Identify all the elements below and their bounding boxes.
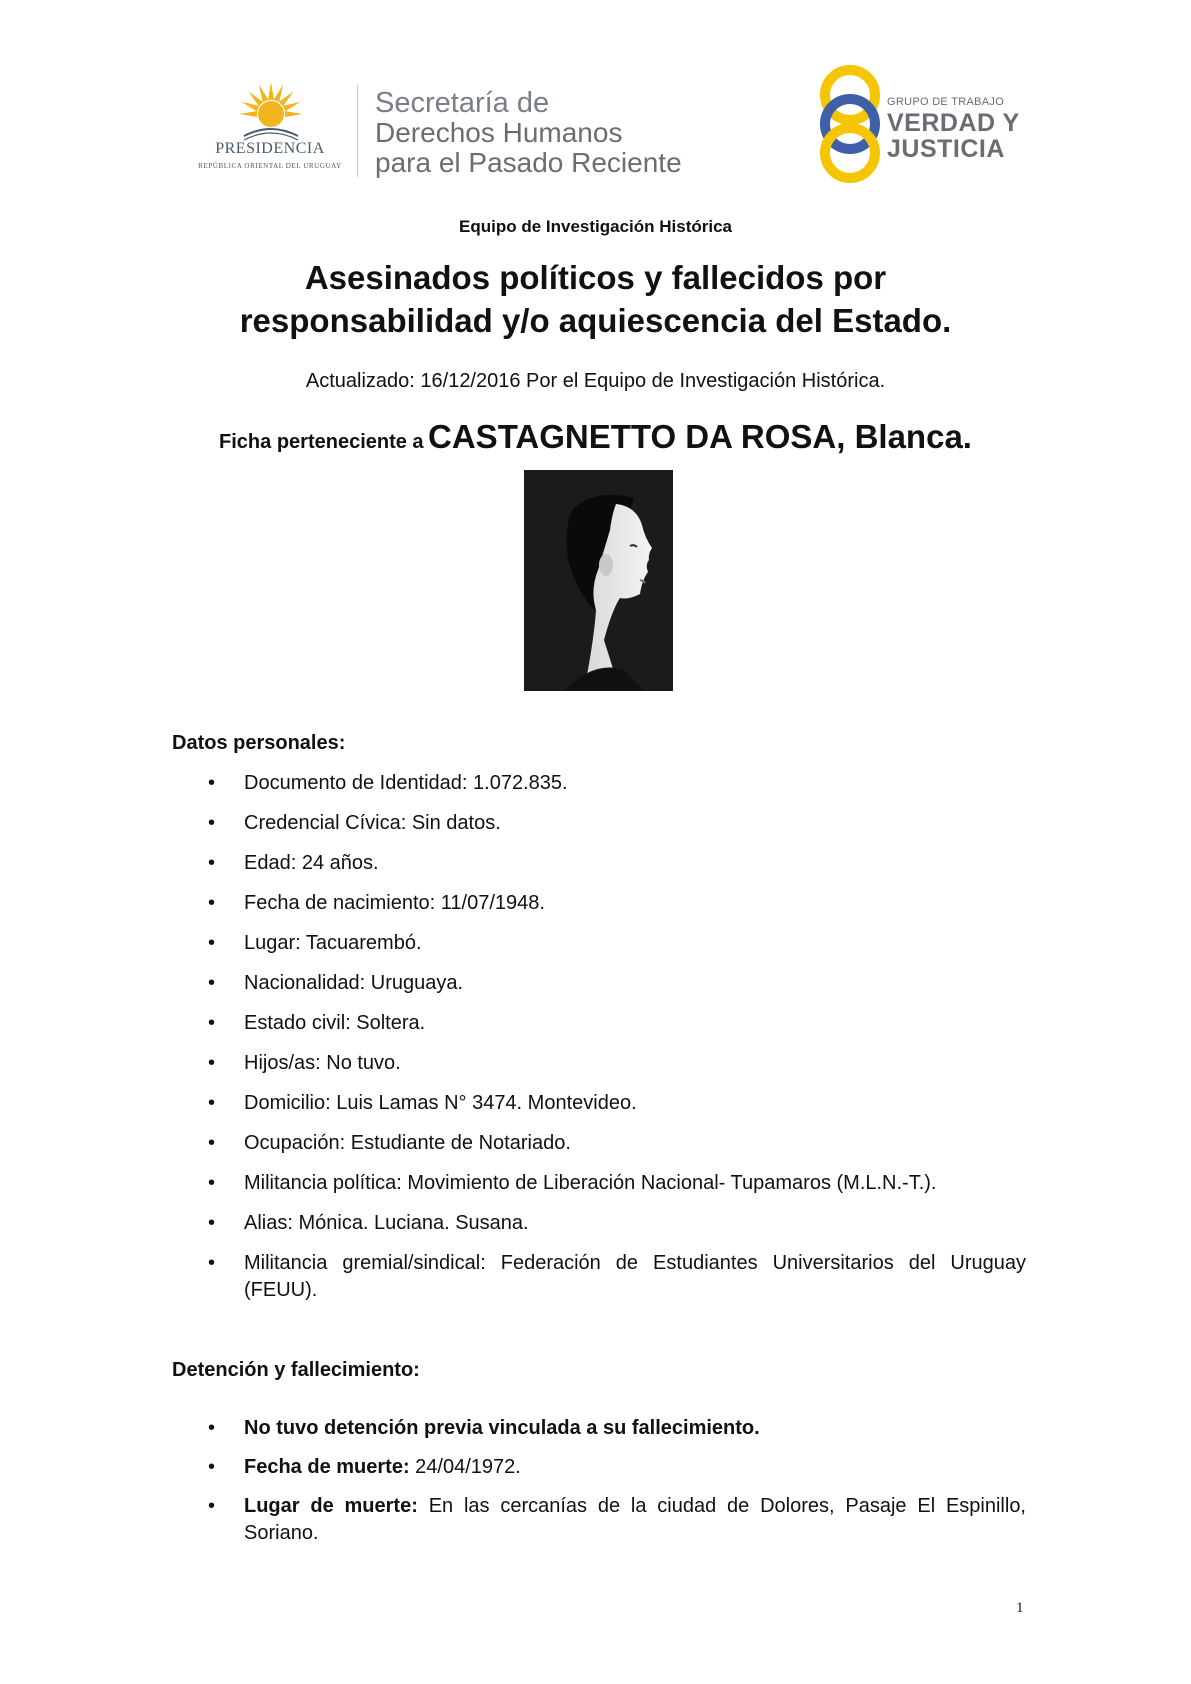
sun-icon (240, 80, 302, 142)
list-item: • Ocupación: Estudiante de Notariado. (172, 1130, 1026, 1157)
gvj-line-2: JUSTICIA (887, 135, 1005, 163)
list-item: • Alias: Mónica. Luciana. Susana. (172, 1210, 1026, 1237)
presidencia-logo (195, 78, 345, 178)
ficha-line (0, 418, 1191, 456)
death-date-value: 24/04/1972. (409, 1456, 521, 1478)
portrait-photo (524, 470, 673, 691)
list-item: • Militancia gremial/sindical: Federación de Estudiantes Universitarios del Uruguay (FEUU). (172, 1250, 1026, 1304)
death-date-label: Fecha de muerte: (244, 1456, 410, 1478)
list-item: • Lugar: Tacuarembó. (172, 930, 1026, 957)
ficha-name: CASTAGNETTO DA ROSA, Blanca. (428, 418, 972, 455)
list-item: • Domicilio: Luis Lamas N° 3474. Montevideo. (172, 1090, 1026, 1117)
ficha-prefix: Ficha perteneciente a (219, 431, 424, 453)
linked-rings-icon (810, 62, 890, 187)
header-divider (357, 85, 358, 177)
secretaria-line-3: para el Pasado Reciente (375, 146, 682, 178)
gvj-small-text: GRUPO DE TRABAJO (887, 96, 1005, 108)
list-item (172, 1493, 1026, 1547)
verdad-justicia-logo (810, 62, 1035, 192)
detention-note: No tuvo detención previa vinculada a su fallecimiento. (244, 1417, 760, 1439)
list-item: • Hijos/as: No tuvo. (172, 1050, 1026, 1077)
personal-data-list (172, 770, 1026, 1317)
secretaria-line-2: Derechos Humanos (375, 117, 623, 149)
updated-line: Actualizado: 16/12/2016 Por el Equipo de Investigación Histórica. (305, 370, 886, 392)
list-item: • Documento de Identidad: 1.072.835. (172, 770, 1026, 797)
detention-list (172, 1415, 1026, 1559)
list-item: • Edad: 24 años. (172, 850, 1026, 877)
list-item (172, 1415, 1026, 1442)
list-item: • Militancia política: Movimiento de Liberación Nacional- Tupamaros (M.L.N.-T.). (172, 1170, 1026, 1197)
presidencia-subtitle: REPÚBLICA ORIENTAL DEL URUGUAY (198, 162, 342, 170)
secretaria-line-1: Secretaría de (375, 87, 550, 119)
list-item: • Credencial Cívica: Sin datos. (172, 810, 1026, 837)
death-place-label: Lugar de muerte: (244, 1495, 418, 1517)
death-place-value: En las cercanías de la ciudad de Dolores, Pasaje El Espinillo, Soriano. (244, 1495, 1026, 1544)
list-item: • Nacionalidad: Uruguaya. (172, 970, 1026, 997)
secretaria-logo-text (375, 88, 682, 177)
title-line-2: responsabilidad y/o aquiescencia del Estado. (239, 302, 952, 339)
page-title (150, 256, 1041, 342)
page-number: 1 (1016, 1600, 1024, 1616)
title-line-1: Asesinados políticos y fallecidos por (304, 259, 887, 296)
detention-heading: Detención y fallecimiento: (172, 1359, 420, 1381)
gvj-line-1: VERDAD Y (887, 109, 1020, 137)
presidencia-title: PRESIDENCIA (215, 140, 325, 157)
list-item (172, 1454, 1026, 1481)
personal-data-heading: Datos personales: (172, 732, 346, 754)
team-label: Equipo de Investigación Histórica (459, 217, 732, 236)
list-item: • Estado civil: Soltera. (172, 1010, 1026, 1037)
list-item: • Fecha de nacimiento: 11/07/1948. (172, 890, 1026, 917)
